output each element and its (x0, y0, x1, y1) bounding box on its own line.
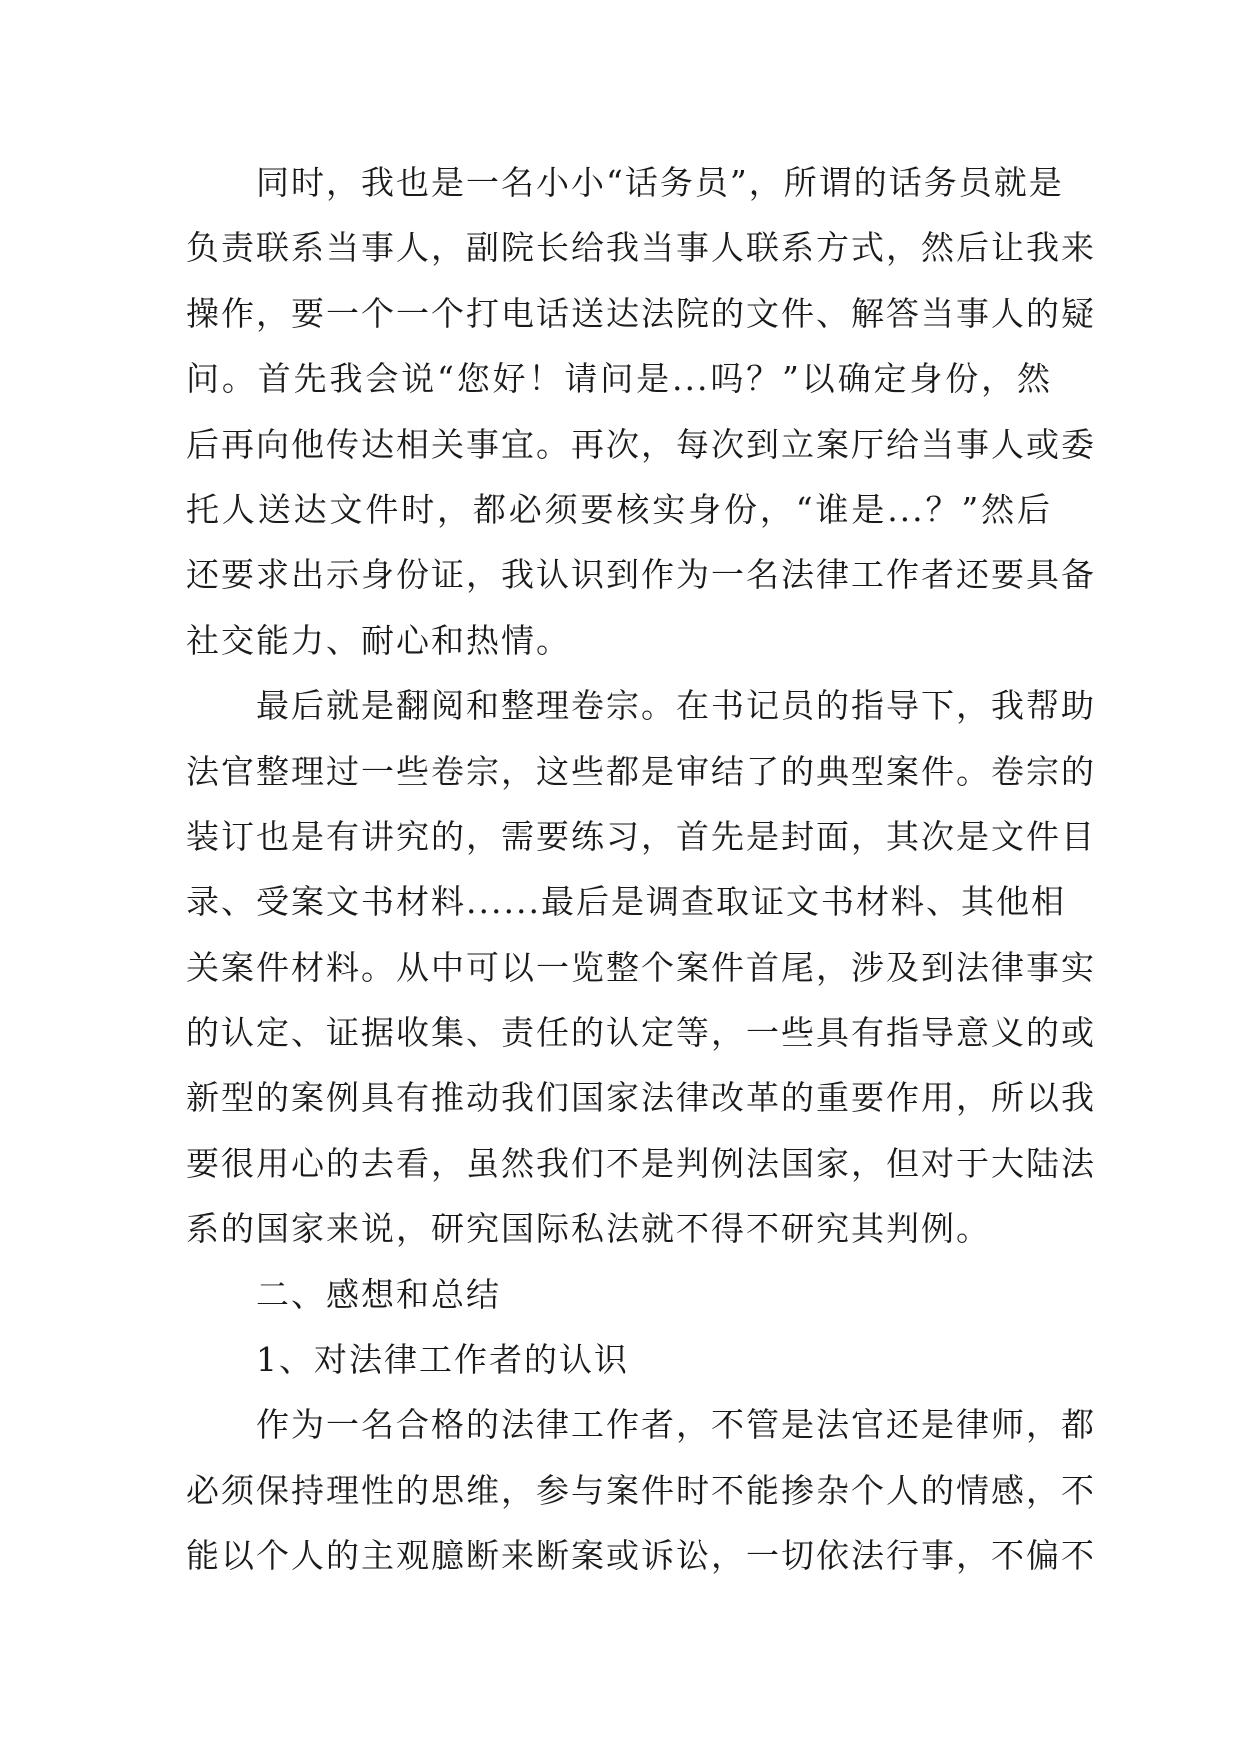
paragraph-line: 负责联系当事人，副院长给我当事人联系方式，然后让我来 (186, 228, 1096, 268)
paragraph-line: 的认定、证据收集、责任的认定等，一些具有指导意义的或 (186, 1013, 1096, 1053)
paragraph-line: 法官整理过一些卷宗，这些都是审结了的典型案件。卷宗的 (186, 751, 1096, 791)
paragraph-line: 最后就是翻阅和整理卷宗。在书记员的指导下，我帮助 (256, 686, 1096, 726)
paragraph-line: 装订也是有讲究的，需要练习，首先是封面，其次是文件目 (186, 816, 1096, 856)
paragraph-line: 操作，要一个一个打电话送达法院的文件、解答当事人的疑 (186, 293, 1096, 333)
paragraph-line: 作为一名合格的法律工作者，不管是法官还是律师，都 (256, 1405, 1096, 1445)
paragraph-line: 问。首先我会说“您好！请问是...吗？”以确定身份，然 (186, 359, 1052, 399)
section-heading: 二、感想和总结 (256, 1274, 501, 1314)
paragraph-line: 能以个人的主观臆断来断案或诉讼，一切依法行事，不偏不 (186, 1536, 1096, 1576)
subsection-heading: 1、对法律工作者的认识 (256, 1340, 629, 1380)
paragraph-line: 必须保持理性的思维，参与案件时不能掺杂个人的情感，不 (186, 1470, 1096, 1510)
paragraph-line: 托人送达文件时，都必须要核实身份，“谁是...？”然后 (186, 489, 1052, 529)
paragraph-line: 还要求出示身份证，我认识到作为一名法律工作者还要具备 (186, 555, 1096, 595)
paragraph-line: 系的国家来说，研究国际私法就不得不研究其判例。 (186, 1209, 991, 1249)
paragraph-line: 关案件材料。从中可以一览整个案件首尾，涉及到法律事实 (186, 947, 1096, 987)
paragraph-line: 后再向他传达相关事宜。再次，每次到立案厅给当事人或委 (186, 424, 1096, 464)
paragraph-line: 要很用心的去看，虽然我们不是判例法国家，但对于大陆法 (186, 1143, 1096, 1183)
document-body (186, 150, 1096, 1589)
paragraph-line: 同时，我也是一名小小“话务员”，所谓的话务员就是 (256, 163, 1064, 202)
paragraph-line: 社交能力、耐心和热情。 (186, 620, 571, 660)
paragraph-line: 录、受案文书材料......最后是调查取证文书材料、其他相 (186, 882, 1066, 922)
paragraph-line: 新型的案例具有推动我们国家法律改革的重要作用，所以我 (186, 1078, 1096, 1118)
